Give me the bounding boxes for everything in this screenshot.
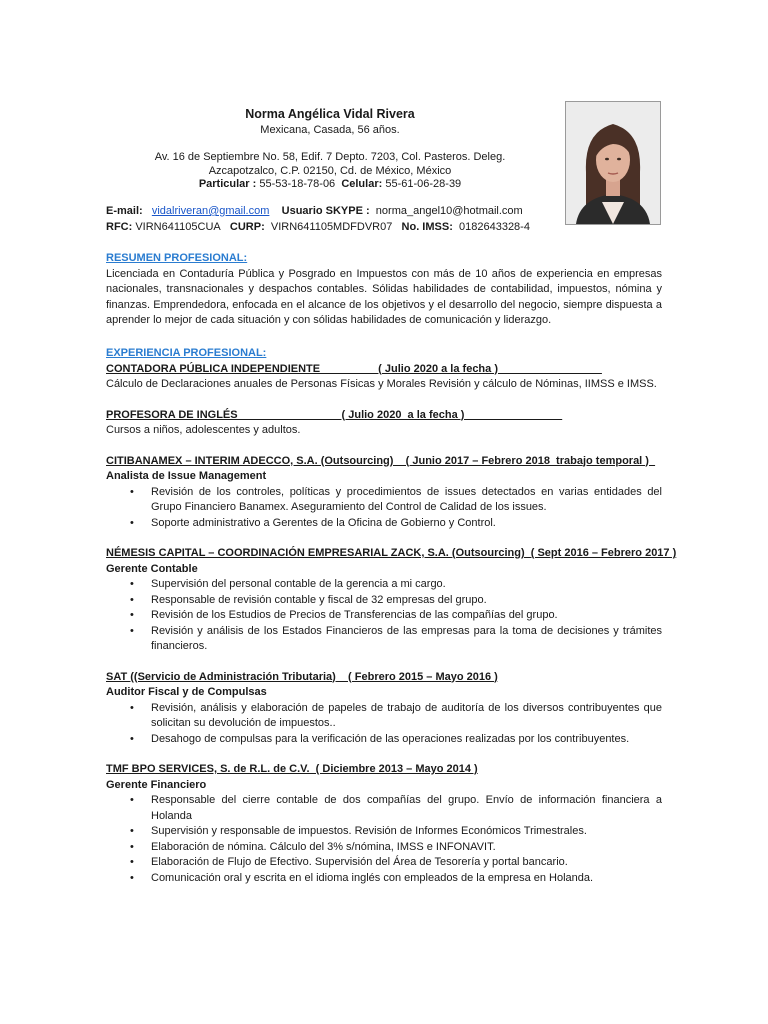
job-heading: TMF BPO SERVICES, S. de R.L. de C.V. ( Diciembre 2013 – Mayo 2014 ) — [106, 763, 478, 775]
job-nemesis — [106, 546, 677, 655]
job-bullets — [106, 701, 662, 748]
job-heading: PROFESORA DE INGLÉS ( Julio 2020 a la fecha ) — [106, 408, 563, 421]
id-line — [106, 220, 662, 236]
email-line — [106, 204, 662, 220]
job-bullets — [106, 577, 662, 655]
phone-line — [100, 178, 560, 192]
contact-block — [106, 204, 662, 235]
bullet-item: • Revisión de los Estudios de Precios de Transferencias de las compañías del grupo. — [106, 608, 662, 624]
summary-title: RESUMEN PROFESIONAL: — [106, 252, 248, 264]
curp-value: VIRN641105MDFDVR07 — [270, 220, 393, 233]
job-tmf — [106, 762, 662, 886]
bullet-item: • Revisión de los controles, políticas y procedimientos de issues detectados en varias entidades del Grupo Financiero Banamex. Aseguramiento del Control de Calidad de los issues. — [106, 485, 662, 516]
bullet-item: • Revisión y análisis de los Estados Financieros de las empresas para la toma de decisiones y trámites financieros. — [106, 624, 662, 655]
bullet-item: • Revisión, análisis y elaboración de papeles de trabajo de auditoría de los diversos contribuyentes que solicitan su devolución de impuestos.. — [106, 701, 662, 732]
rfc-value: VIRN641105CUA — [135, 220, 221, 233]
job-bullets — [106, 485, 662, 532]
job-citibanamex — [106, 454, 662, 532]
job-heading: CITIBANAMEX – INTERIM ADECCO, S.A. (Outsourcing) ( Junio 2017 – Febrero 2018 trabajo temporal ) — [106, 454, 656, 467]
candidate-name: Norma Angélica Vidal Rivera — [245, 107, 415, 121]
resume-header — [100, 108, 560, 192]
summary-text: Licenciada en Contaduría Pública y Posgrado en Impuestos con más de 10 años de experiencia en empresas nacionales, transnacionales y despachos contables. Sólidas habilidades de contabilidad, impuestos, nómina y finanzas. Emprendedora, enfocada en el alcance de los objetivos y el desarrollo del negocio, siempre dispuesta a aprender lo mejor de cada situación y con sólidas habilidades de comunicación y liderazgo. — [106, 267, 662, 326]
job-description: Cálculo de Declaraciones anuales de Personas Físicas y Morales Revisión y cálculo de Nóminas, IIMSS e IMSS. — [106, 378, 657, 390]
job-sat — [106, 670, 662, 748]
job-bullets — [106, 793, 662, 886]
cell-label: Celular: — [341, 178, 383, 190]
bullet-item: • Supervisión del personal contable de la gerencia a mi cargo. — [106, 577, 662, 593]
summary-section — [106, 251, 662, 329]
bullet-item: • Responsable del cierre contable de dos compañías del grupo. Envío de información financiera a Holanda — [106, 793, 662, 824]
job-role: Gerente Contable — [106, 562, 198, 575]
bullet-item: • Elaboración de Flujo de Efectivo. Supervisión del Área de Tesorería y portal bancario. — [106, 855, 662, 871]
job-role: Gerente Financiero — [106, 778, 207, 791]
job-heading: CONTADORA PÚBLICA INDEPENDIENTE ( Julio 2020 a la fecha ) — [106, 362, 602, 375]
candidate-subtitle: Mexicana, Casada, 56 años. — [260, 123, 400, 136]
bullet-item: • Supervisión y responsable de impuestos. Revisión de Informes Económicos Trimestrales. — [106, 824, 662, 840]
phone-value: 55-53-18-78-06 — [259, 178, 336, 190]
job-description: Cursos a niños, adolescentes y adultos. — [106, 424, 301, 436]
skype-label: Usuario SKYPE : — [281, 205, 370, 217]
job-role: Auditor Fiscal y de Compulsas — [106, 686, 267, 698]
address-line-2: Azcapotzalco, C.P. 02150, Cd. de México, México — [208, 164, 452, 177]
email-link[interactable]: vidalriveran@gmail.com — [151, 205, 270, 217]
bullet-item: • Desahogo de compulsas para la verificación de las operaciones realizadas por los contribuyentes. — [106, 732, 662, 748]
job-independent — [106, 362, 662, 393]
cell-value: 55-61-06-28-39 — [385, 178, 462, 190]
job-heading: NÉMESIS CAPITAL – COORDINACIÓN EMPRESARIAL ZACK, S.A. (Outsourcing) ( Sept 2016 – Febrero 2017 ) — [106, 547, 677, 559]
bullet-item: • Comunicación oral y escrita en el idioma inglés con empleados de la empresa en Holanda. — [106, 871, 662, 887]
bullet-item: • Elaboración de nómina. Cálculo del 3% s/nómina, IMSS e INFONAVIT. — [106, 840, 662, 856]
phone-label: Particular : — [198, 178, 257, 190]
bullet-item: • Responsable de revisión contable y fiscal de 32 empresas del grupo. — [106, 593, 662, 609]
bullet-item: • Soporte administrativo a Gerentes de la Oficina de Gobierno y Control. — [106, 516, 662, 532]
email-label: E-mail: — [106, 205, 143, 217]
experience-title: EXPERIENCIA PROFESIONAL: — [106, 347, 267, 359]
job-role: Analista de Issue Management — [106, 470, 267, 482]
imss-value: 0182643328-4 — [459, 220, 530, 233]
skype-value: norma_angel10@hotmail.com — [375, 205, 523, 217]
address-line-1: Av. 16 de Septiembre No. 58, Edif. 7 Depto. 7203, Col. Pasteros. Deleg. — [154, 151, 506, 163]
curp-label: CURP: — [229, 220, 265, 233]
job-heading: SAT ((Servicio de Administración Tributaria) ( Febrero 2015 – Mayo 2016 ) — [106, 670, 498, 683]
experience-section — [106, 346, 677, 886]
imss-label: No. IMSS: — [401, 220, 453, 233]
job-english-teacher — [106, 408, 662, 439]
rfc-label: RFC: — [106, 220, 133, 233]
